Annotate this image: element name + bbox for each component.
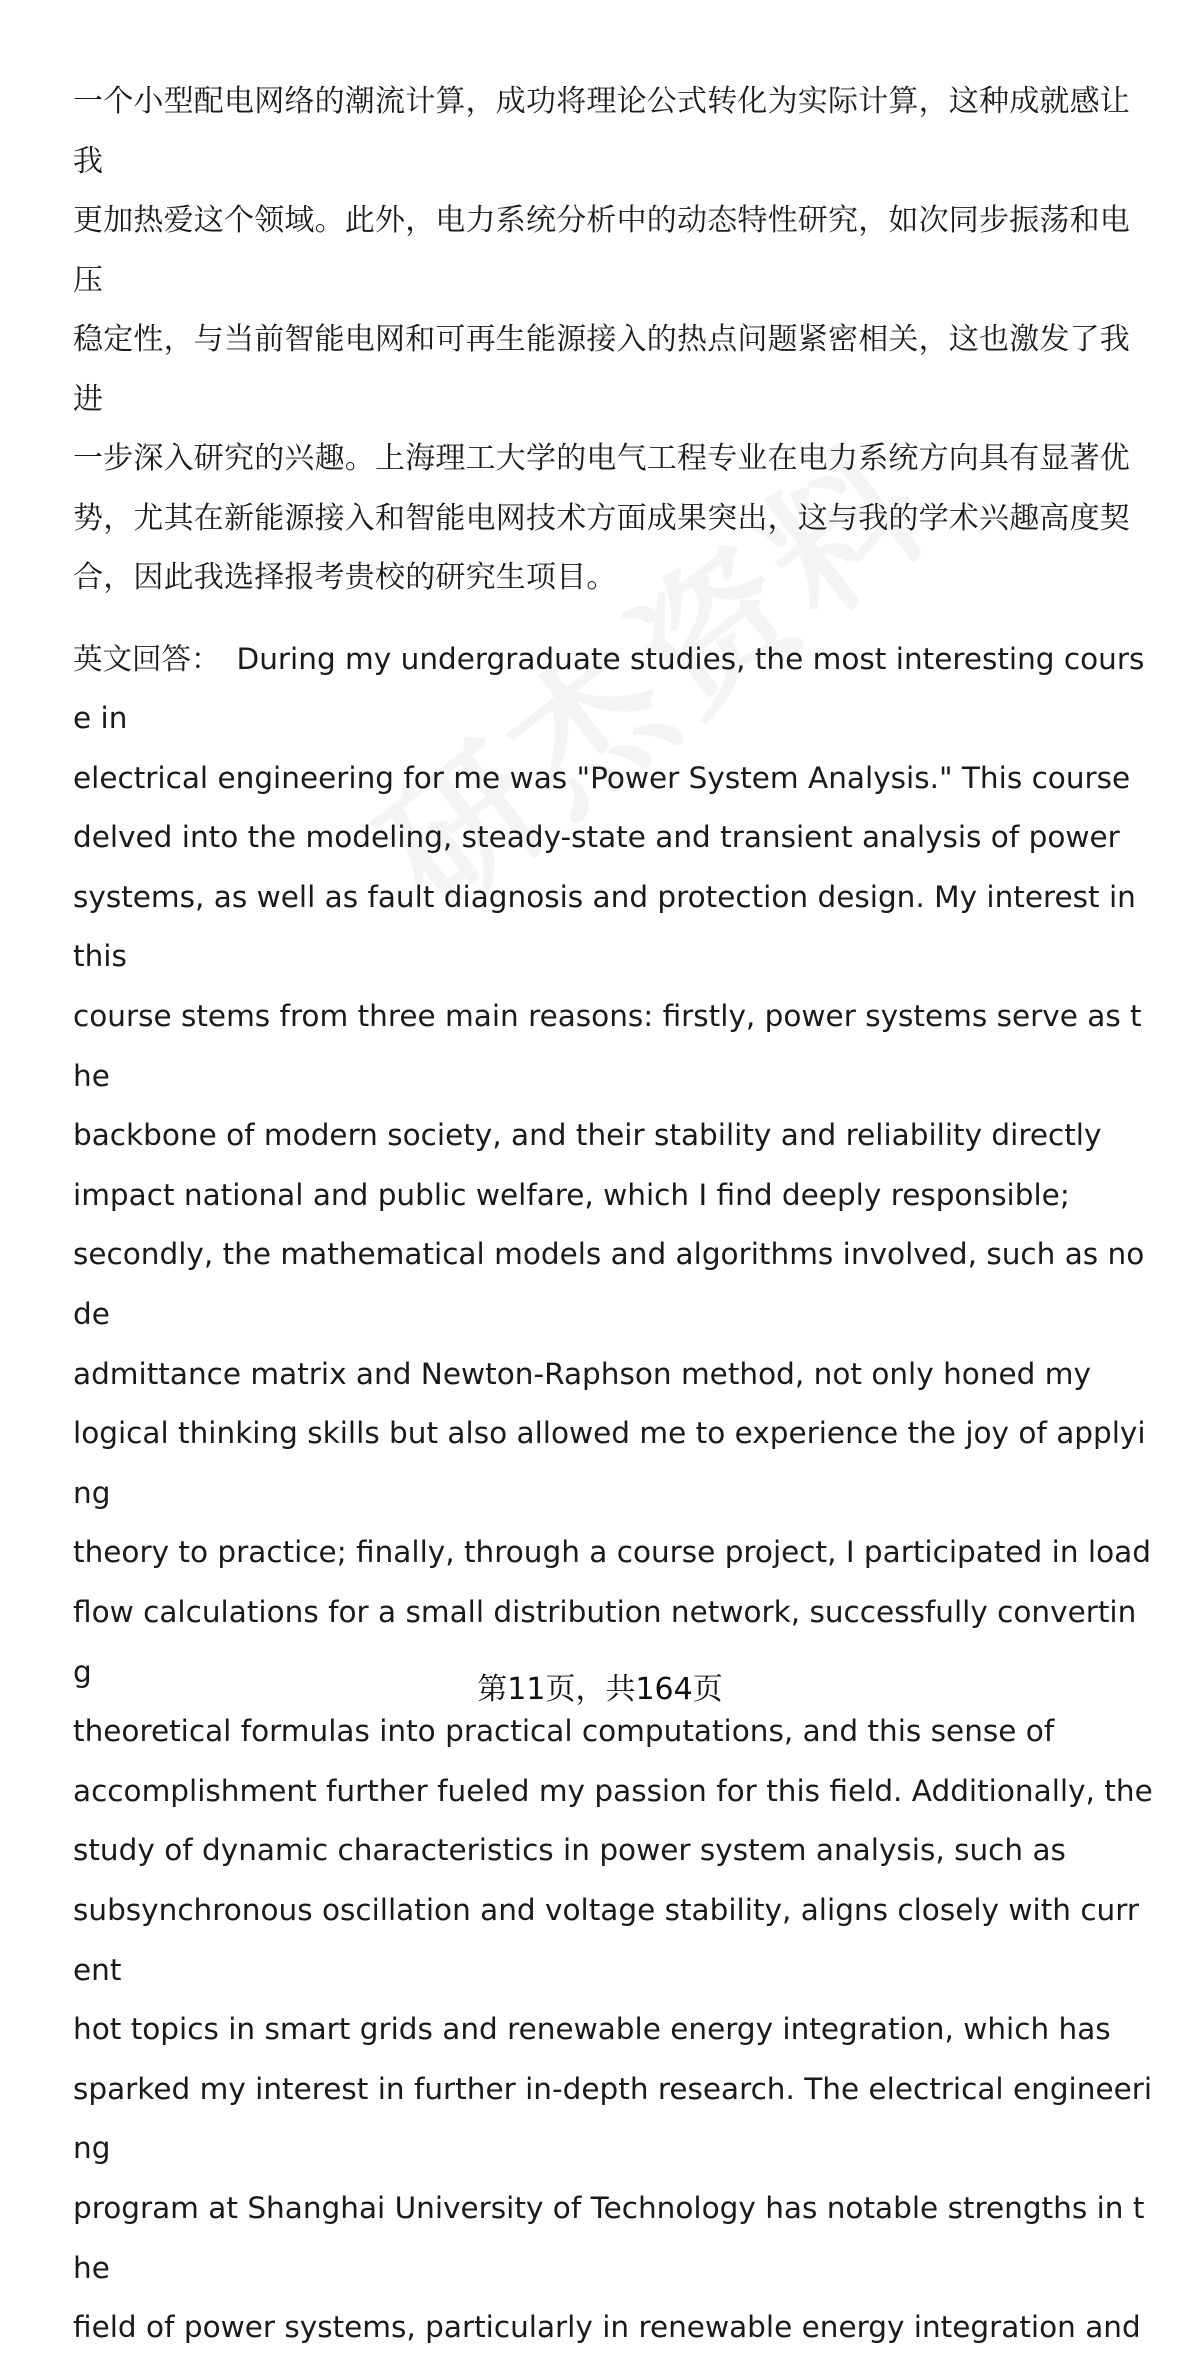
english-answer-paragraph [73, 630, 1153, 2358]
chinese-answer-paragraph: 一个小型配电网络的潮流计算，成功将理论公式转化为实际计算，这种成就感让我 更加热爱这个领域。此外，电力系统分析中的动态特性研究，如次同步振荡和电压 稳定性，与当前智能电网和可再生能源接入的热点问题紧密相关，这也激发了我进 一步深入研究的兴趣。上海理工大学的电气工程专业在电力系统方向具有显著优 势，尤其在新能源接入和智能电网技术方面成果突出，这与我的学术兴趣高度契 合，因此我选择报考贵校的研究生项目。 [73, 84, 1130, 595]
english-answer-label: 英文回答： [73, 641, 221, 676]
page-content [73, 72, 1153, 2358]
page-number-footer: 第11页，共164页 [477, 1672, 723, 1707]
english-answer-text: During my undergraduate studies, the most interesting course in electrical engineering for me was "Power System Analysis." This course delved into the modeling, steady-state and transient analysis of power systems, as well as fault diagnosis and protection design. My interest in this course stems from three main reasons: firstly, power systems serve as the backbone of modern society, and their stability and reliability directly impact national and public welfare, which I find deeply responsible; secondly, the mathematical models and algorithms involved, such as node admittance matrix and Newton-Raphson method, not only honed my logical thinking skills but also allowed me to experience the joy of applying theory to practice; finally, through a course project, I participated in load flow calculations for a small distribution network, successfully converting theoretical formulas into practical computations, and this sense of accomplishment further fueled my passion for this field. Additionally, the study of dynamic characteristics in power system analysis, such as subsynchronous oscillation and voltage stability, aligns closely with current hot topics in smart grids and renewable energy integration, which has sparked my interest in further in-depth research. The electrical engineering program at Shanghai University of Technology has notable strengths in the field of power systems, particularly in renewable energy integration and [73, 641, 1153, 2345]
